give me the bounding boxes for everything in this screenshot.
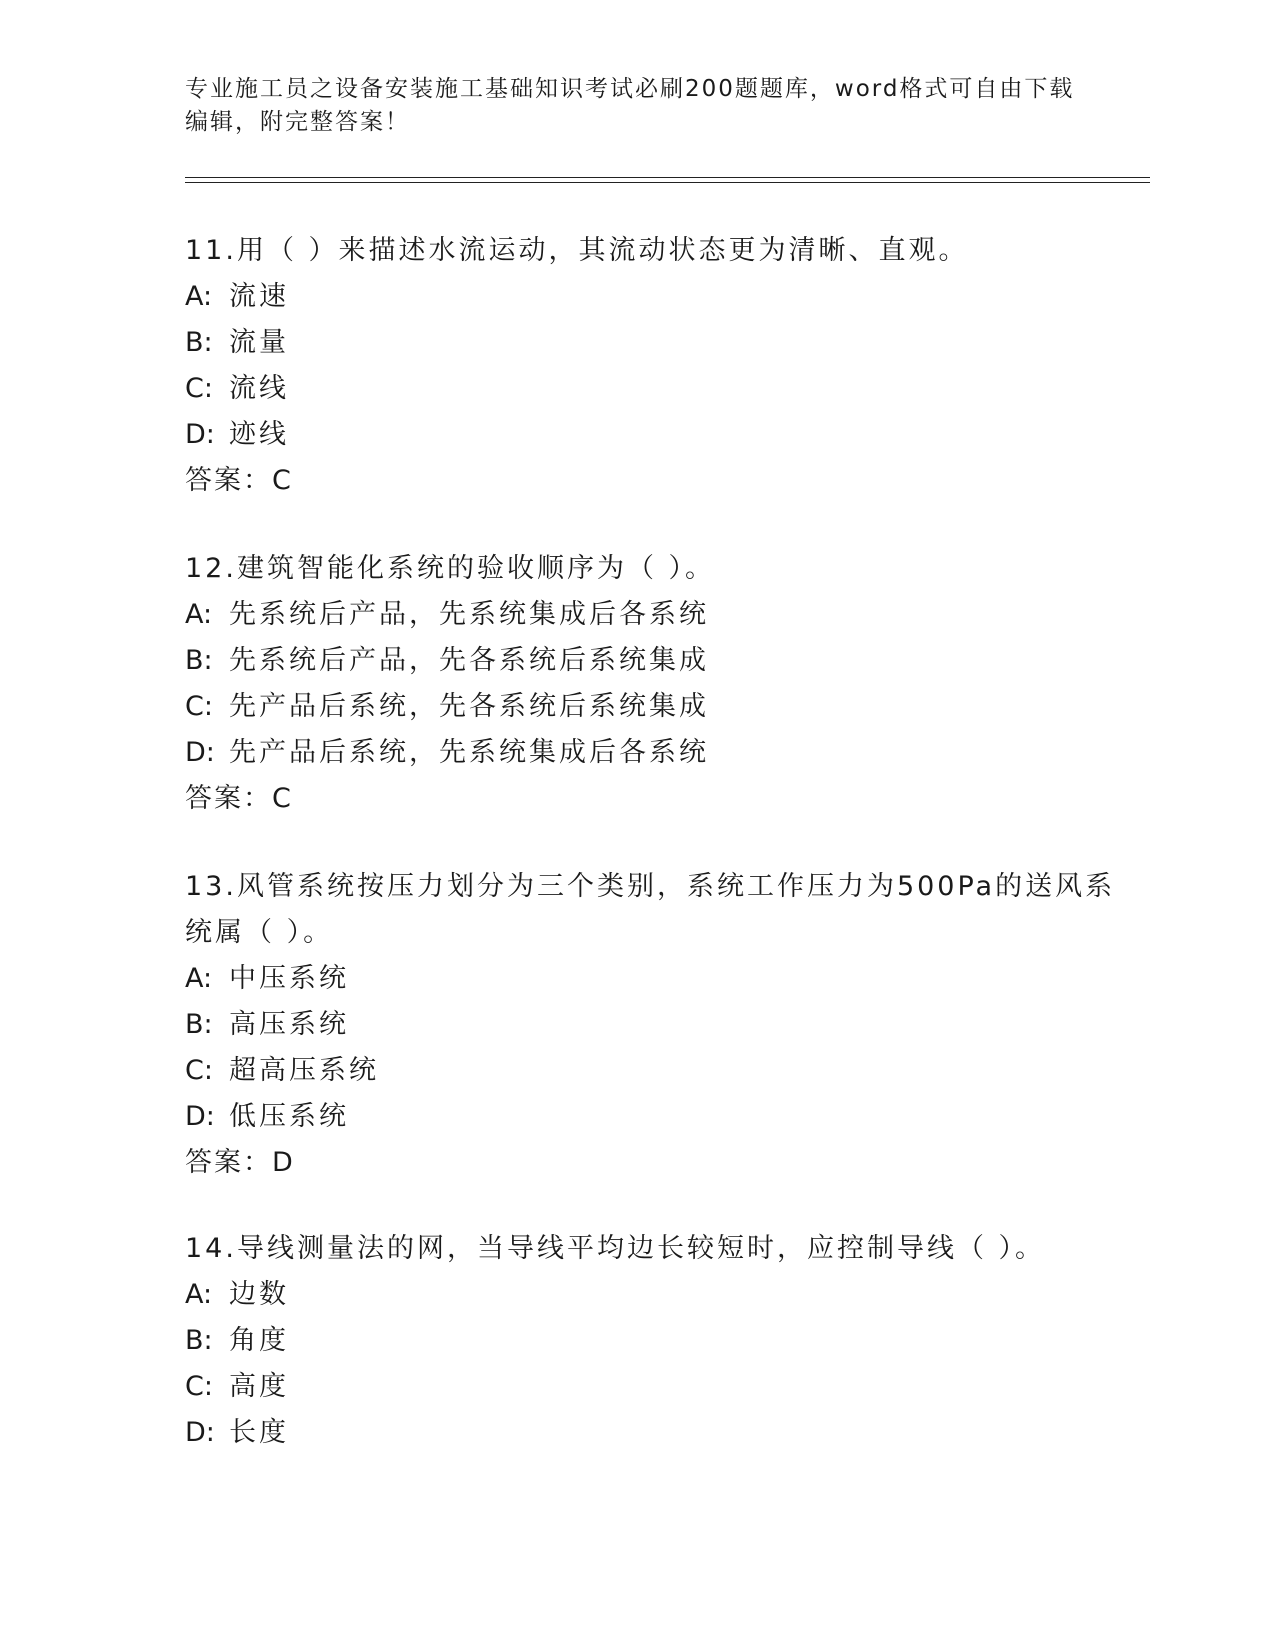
answer-value: C: [272, 465, 292, 496]
option-b: [185, 638, 1105, 684]
option-text: 角度: [229, 1325, 289, 1356]
question-stem: [185, 228, 1105, 274]
answer-line: [185, 458, 1105, 504]
option-b: [185, 320, 1105, 366]
answer-value: C: [272, 783, 292, 814]
option-text: 先系统后产品，先系统集成后各系统: [229, 599, 709, 630]
option-key: D:: [185, 1417, 215, 1448]
question-stem-line: 12.建筑智能化系统的验收顺序为（ ）。: [185, 553, 716, 584]
option-a: [185, 1272, 1105, 1318]
header-line-2: 编辑，附完整答案！: [185, 109, 410, 135]
question-stem-line: 13.风管系统按压力划分为三个类别，系统工作压力为500Pa的送风系: [185, 871, 1116, 902]
option-c: [185, 1364, 1105, 1410]
option-text: 流速: [229, 281, 289, 312]
answer-label: 答案：: [185, 783, 272, 814]
question-stem: [185, 1226, 1105, 1272]
answer-value: D: [272, 1147, 294, 1178]
option-key: A:: [185, 963, 213, 994]
option-text: 流量: [229, 327, 289, 358]
option-key: B:: [185, 327, 213, 358]
question-stem: [185, 864, 1116, 956]
option-key: C:: [185, 1055, 213, 1086]
question-12: [185, 546, 1105, 822]
option-text: 中压系统: [229, 963, 349, 994]
answer-line: [185, 1140, 1105, 1186]
option-text: 长度: [229, 1417, 289, 1448]
document-header: [185, 73, 1105, 139]
option-key: A:: [185, 1279, 213, 1310]
header-divider-top: [185, 177, 1150, 178]
option-text: 先系统后产品，先各系统后系统集成: [229, 645, 709, 676]
option-key: A:: [185, 281, 213, 312]
option-key: C:: [185, 1371, 213, 1402]
option-text: 先产品后系统，先系统集成后各系统: [229, 737, 709, 768]
option-a: [185, 592, 1105, 638]
question-14: [185, 1226, 1105, 1456]
header-line-1: 专业施工员之设备安装施工基础知识考试必刷200题题库，word格式可自由下载: [185, 76, 1075, 102]
answer-label: 答案：: [185, 465, 272, 496]
option-text: 流线: [229, 373, 289, 404]
option-d: [185, 1410, 1105, 1456]
option-d: [185, 1094, 1105, 1140]
question-stem-line: 统属（ ）。: [185, 917, 334, 948]
option-c: [185, 366, 1105, 412]
option-d: [185, 730, 1105, 776]
option-text: 边数: [229, 1279, 289, 1310]
option-b: [185, 1002, 1105, 1048]
option-text: 迹线: [229, 419, 289, 450]
option-key: D:: [185, 419, 215, 450]
option-text: 先产品后系统，先各系统后系统集成: [229, 691, 709, 722]
option-key: B:: [185, 1009, 213, 1040]
option-text: 超高压系统: [229, 1055, 379, 1086]
option-key: B:: [185, 645, 213, 676]
option-key: D:: [185, 1101, 215, 1132]
option-c: [185, 684, 1105, 730]
question-11: [185, 228, 1105, 504]
option-a: [185, 274, 1105, 320]
question-stem-line: 11.用（ ）来描述水流运动，其流动状态更为清晰、直观。: [185, 235, 969, 266]
option-text: 高压系统: [229, 1009, 349, 1040]
option-text: 高度: [229, 1371, 289, 1402]
option-key: B:: [185, 1325, 213, 1356]
question-stem-line: 14.导线测量法的网，当导线平均边长较短时，应控制导线（ ）。: [185, 1233, 1046, 1264]
option-c: [185, 1048, 1105, 1094]
option-key: C:: [185, 691, 213, 722]
option-b: [185, 1318, 1105, 1364]
option-a: [185, 956, 1105, 1002]
option-text: 低压系统: [229, 1101, 349, 1132]
question-13: [185, 864, 1116, 1186]
question-stem: [185, 546, 1105, 592]
option-d: [185, 412, 1105, 458]
header-divider-bottom: [185, 182, 1150, 183]
answer-line: [185, 776, 1105, 822]
option-key: D:: [185, 737, 215, 768]
answer-label: 答案：: [185, 1147, 272, 1178]
option-key: A:: [185, 599, 213, 630]
option-key: C:: [185, 373, 213, 404]
